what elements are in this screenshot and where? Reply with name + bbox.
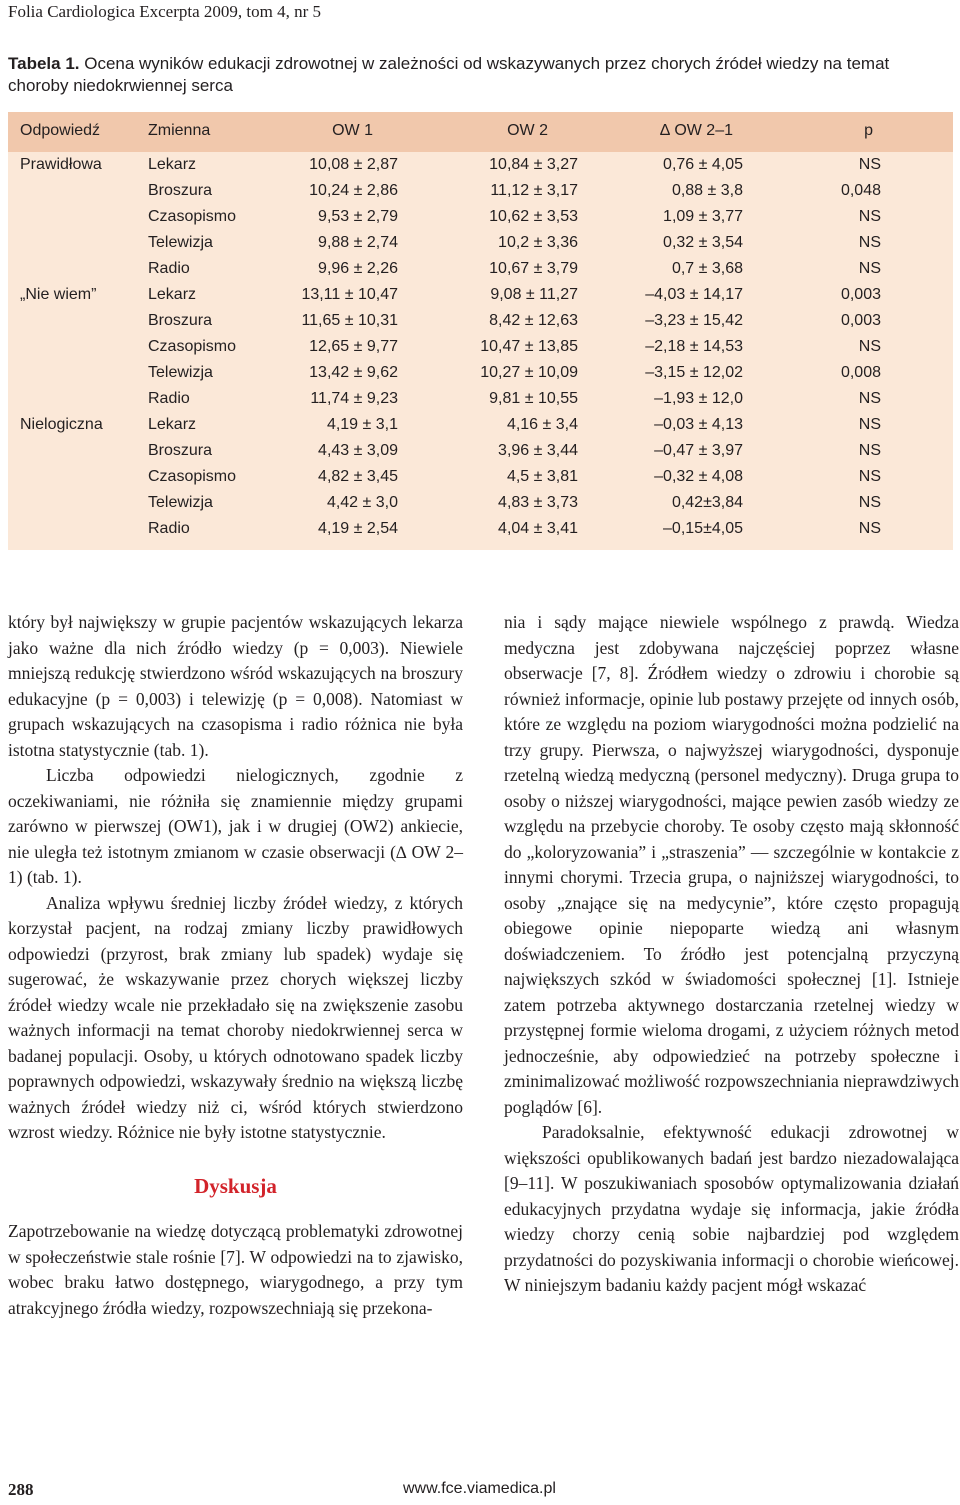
cell-ow1: 9,53 ± 2,79 [318, 208, 398, 225]
cell-ow2: 9,81 ± 10,55 [489, 390, 578, 407]
cell-variable: Broszura [148, 312, 213, 329]
section-title: Dyskusja [194, 1173, 277, 1198]
cell-p: NS [858, 520, 881, 537]
cell-variable: Czasopismo [148, 468, 237, 485]
cell-p: NS [858, 234, 881, 251]
cell-variable: Czasopismo [148, 338, 237, 355]
table-row [8, 516, 953, 542]
cell-ow1: 11,74 ± 9,23 [310, 390, 398, 407]
table-row [8, 360, 953, 386]
cell-delta: –0,15±4,05 [663, 520, 743, 537]
header-variable: Zmienna [148, 122, 211, 139]
table-row [8, 282, 953, 308]
cell-variable: Lekarz [148, 286, 197, 303]
cell-p: NS [858, 442, 881, 459]
paragraph: nia i sądy mające niewiele wspólnego z prawdą. Wiedza medyczna jest zdobywana najczęściej poprzez własne obserwacje [7, 8]. Źródłem wiedzy o zdrowiu i chorobie są również informacje, opinie lub postawy przejęte od innych osób, które ze względu na poziom wiarygodności można podzielić na trzy grupy. Pierwsza, o najwyższej wiarygodności, dysponuje rzetelną wiedzą medyczną (personel medyczny). Druga grupa to osoby o niższej wiarygodności, mające pewien zasób wiedzy ze względu na przebycie choroby. Te osoby często mają skłonność do „koloryzowania” i „straszenia” — szczególnie w kontakcie z innymi chorymi. Trzecia grupa, o najniższej wiarygodności, to osoby „znające się na medycynie”, które często propagują obiegowe opinie niepoparte wiedzą ani własnym doświadczeniem. To źródło jest potencjalną przyczyną największych szkód w świadomości społecznej [1]. Istnieje zatem potrzeba aktywnego dostarczania rzetelnej wiedzy w przystępnej formie wieloma drogami, z użyciem różnych metod jednocześnie, aby odpowiedzieć na potrzeby społeczne i zminimalizować możliwość rozpowszechniania nieprawdziwych poglądów [6]. [504, 612, 959, 1117]
cell-ow2: 4,04 ± 3,41 [498, 520, 578, 537]
cell-ow2: 3,96 ± 3,44 [498, 442, 578, 459]
cell-ow2: 10,84 ± 3,27 [489, 156, 578, 173]
cell-ow2: 10,47 ± 13,85 [480, 338, 578, 355]
paragraph: Paradoksalnie, efektywność edukacji zdrowotnej w większości opublikowanych badań jest bardzo niezadowalająca [9–11]. W poszukiwaniach sposobów optymalizowania działań edukacyjnych przydatna wydaje się informacja, jakie źródła wiedzy chorzy cenią sobie najbardziej pod względem przydatności do pozyskiwania informacji o chorobie wieńcowej. W niniejszym badaniu każdy pacjent mógł wskazać [504, 1122, 959, 1295]
cell-ow1: 4,19 ± 2,54 [318, 520, 398, 537]
cell-p: 0,008 [840, 364, 881, 381]
table-row [8, 256, 953, 282]
cell-group: „Nie wiem” [20, 286, 97, 303]
cell-p: NS [858, 468, 881, 485]
cell-ow2: 4,5 ± 3,81 [506, 468, 578, 485]
header-delta: ∆ OW 2–1 [660, 122, 733, 139]
cell-p: NS [858, 338, 881, 355]
cell-p: 0,003 [840, 312, 881, 329]
cell-ow2: 9,08 ± 11,27 [490, 286, 578, 303]
cell-ow1: 4,43 ± 3,09 [318, 442, 398, 459]
cell-p: NS [858, 156, 881, 173]
cell-variable: Radio [148, 390, 190, 407]
cell-variable: Czasopismo [148, 208, 237, 225]
cell-ow1: 4,82 ± 3,45 [318, 468, 398, 485]
cell-delta: –0,03 ± 4,13 [654, 416, 743, 433]
left-column [8, 610, 463, 1321]
paragraph: Liczba odpowiedzi nielogicznych, zgodnie z oczekiwaniami, nie różniła się znamiennie między grupami zarówno w pierwszej (OW1), jak i w drugiej (OW2) ankiecie, nie uległa też istotnym zmianom w czasie obserwacji (∆ OW 2–1) (tab. 1). [8, 765, 463, 887]
table-row [8, 230, 953, 256]
cell-delta: –0,32 ± 4,08 [654, 468, 743, 485]
paragraph: Analiza wpływu średniej liczby źródeł wiedzy, z których korzystał pacjent, na rodzaj zmiany liczby prawidłowych odpowiedzi (przyrost, brak zmiany lub spadek) wydaje się sugerować, że wskazywanie przez chorych większej liczby źródeł wiedzy wcale nie przekładało się na zwiększenie zasobu ważnych informacji na temat choroby niedokrwiennej serca w badanej populacji. Osoby, u których odnotowano spadek liczby poprawnych odpowiedzi, wskazywały średnio na większą liczbę ważnych źródeł wiedzy niż ci, wśród których stwierdzono wzrost wiedzy. Różnice nie były istotne statystycznie. [8, 892, 463, 1142]
cell-p: NS [858, 416, 881, 433]
cell-group: Prawidłowa [20, 156, 102, 173]
cell-p: NS [858, 494, 881, 511]
cell-variable: Lekarz [148, 416, 197, 433]
cell-ow1: 4,19 ± 3,1 [326, 416, 398, 433]
cell-ow1: 13,42 ± 9,62 [309, 364, 398, 381]
journal-website: www.fce.viamedica.pl [403, 1480, 556, 1497]
table-caption-text: Ocena wyników edukacji zdrowotnej w zależności od wskazywanych przez chorych źródeł wiedzy na temat choroby niedokrwiennej serca [8, 54, 890, 95]
cell-ow1: 12,65 ± 9,77 [309, 338, 398, 355]
header-p: p [864, 122, 873, 139]
table-row [8, 464, 953, 490]
table-row [8, 490, 953, 516]
cell-p: NS [858, 390, 881, 407]
cell-ow1: 10,24 ± 2,86 [309, 182, 398, 199]
cell-ow2: 8,42 ± 12,63 [489, 312, 578, 329]
header-ow1: OW 1 [332, 122, 373, 139]
cell-variable: Broszura [148, 182, 213, 199]
page-number: 288 [8, 1480, 34, 1499]
table-caption [8, 53, 953, 97]
results-table [8, 112, 953, 550]
table-row [8, 386, 953, 412]
cell-delta: –3,15 ± 12,02 [645, 364, 743, 381]
cell-delta: –4,03 ± 14,17 [645, 286, 743, 303]
cell-ow2: 10,27 ± 10,09 [480, 364, 578, 381]
cell-p: NS [858, 208, 881, 225]
journal-header: Folia Cardiologica Excerpta 2009, tom 4, nr 5 [8, 2, 322, 21]
cell-ow1: 9,96 ± 2,26 [318, 260, 398, 277]
cell-ow2: 10,2 ± 3,36 [498, 234, 578, 251]
cell-delta: 0,76 ± 4,05 [663, 156, 743, 173]
cell-variable: Broszura [148, 442, 213, 459]
cell-delta: 0,42±3,84 [671, 494, 743, 511]
table-row [8, 308, 953, 334]
cell-delta: –3,23 ± 15,42 [645, 312, 743, 329]
cell-ow1: 9,88 ± 2,74 [318, 234, 398, 251]
table-row [8, 412, 953, 438]
cell-delta: –0,47 ± 3,97 [654, 442, 743, 459]
cell-ow1: 11,65 ± 10,31 [301, 312, 398, 329]
cell-delta: 0,7 ± 3,68 [671, 260, 743, 277]
header-ow2: OW 2 [507, 122, 548, 139]
cell-variable: Telewizja [148, 364, 213, 381]
cell-ow2: 10,67 ± 3,79 [489, 260, 578, 277]
cell-variable: Lekarz [148, 156, 197, 173]
table-caption-label: Tabela 1. [8, 54, 80, 73]
cell-ow1: 4,42 ± 3,0 [326, 494, 398, 511]
cell-p: NS [858, 260, 881, 277]
cell-delta: –1,93 ± 12,0 [654, 390, 743, 407]
cell-variable: Radio [148, 260, 190, 277]
table-header-row [8, 112, 953, 152]
cell-ow1: 13,11 ± 10,47 [301, 286, 398, 303]
table-row [8, 438, 953, 464]
cell-ow2: 4,83 ± 3,73 [498, 494, 578, 511]
table-row [8, 334, 953, 360]
paragraph: Zapotrzebowanie na wiedzę dotyczącą problematyki zdrowotnej w społeczeństwie stale rośnie [7]. W odpowiedzi na to zjawisko, wobec braku łatwo dostępnego, wiarygodnego, a przy tym atrakcyjnego źródła wiedzy, rozpowszechniają się przekona- [8, 1221, 463, 1318]
cell-group: Nielogiczna [20, 416, 103, 433]
cell-delta: 0,88 ± 3,8 [671, 182, 743, 199]
cell-variable: Radio [148, 520, 190, 537]
paragraph: który był największy w grupie pacjentów wskazujących lekarza jako ważne dla nich źródło wiedzy (p = 0,003). Niewiele mniejszą redukcję stwierdzono wśród wskazujących na broszury edukacyjne (p = 0,003) i telewizję (p = 0,008). Natomiast w grupach wskazujących na czasopisma i radio różnica nie była istotna statystycznie (tab. 1). [8, 612, 463, 760]
cell-delta: 0,32 ± 3,54 [663, 234, 743, 251]
table-row [8, 178, 953, 204]
table-row [8, 204, 953, 230]
cell-variable: Telewizja [148, 494, 213, 511]
cell-ow1: 10,08 ± 2,87 [309, 156, 398, 173]
header-group: Odpowiedź [20, 122, 101, 139]
cell-p: 0,048 [840, 182, 881, 199]
cell-delta: –2,18 ± 14,53 [645, 338, 743, 355]
cell-p: 0,003 [840, 286, 881, 303]
cell-ow2: 4,16 ± 3,4 [506, 416, 578, 433]
right-column [504, 610, 959, 1299]
cell-ow2: 10,62 ± 3,53 [489, 208, 578, 225]
table-row [8, 152, 953, 178]
cell-delta: 1,09 ± 3,77 [663, 208, 743, 225]
cell-variable: Telewizja [148, 234, 213, 251]
cell-ow2: 11,12 ± 3,17 [490, 182, 578, 199]
